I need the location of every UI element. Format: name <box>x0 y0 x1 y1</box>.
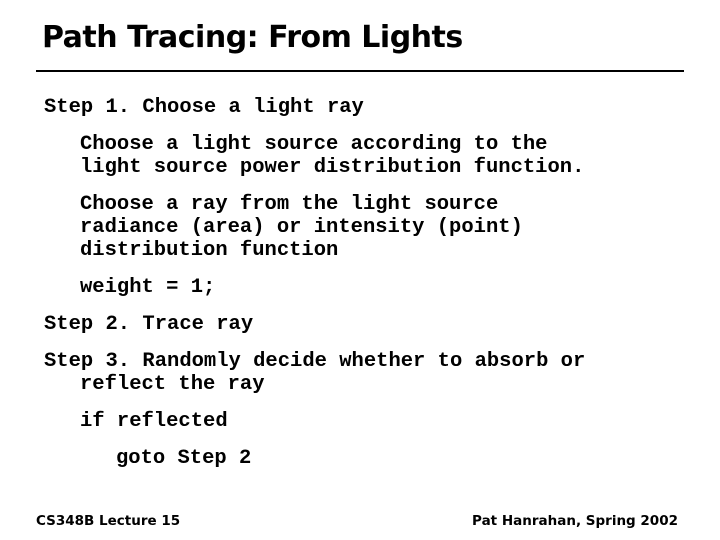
step-1-ray-paragraph <box>44 193 694 262</box>
step-1-weight-line <box>44 276 694 299</box>
title-divider <box>36 70 684 72</box>
step-2-heading-text: Step 2. Trace ray <box>44 313 254 336</box>
step-3-heading-line-1: Step 3. Randomly decide whether to absorb or <box>44 350 586 373</box>
step-1-para-2-line-2: radiance (area) or intensity (point) <box>80 216 523 239</box>
goto-step-2: goto Step 2 <box>116 447 252 470</box>
step-3-if-line <box>44 410 694 433</box>
step-1-para-2-line-1: Choose a ray from the light source <box>80 193 499 216</box>
step-3-heading <box>44 350 694 396</box>
step-3-heading-line-2: reflect the ray <box>80 373 265 396</box>
step-1-light-source-paragraph <box>44 133 694 179</box>
slide-body <box>44 96 694 470</box>
step-3-goto-line <box>44 447 694 470</box>
slide-title: Path Tracing: From Lights <box>42 20 463 55</box>
footer-course-label: CS348B Lecture 15 <box>36 513 181 529</box>
weight-assignment: weight = 1; <box>80 276 216 299</box>
step-1-para-1-line-1: Choose a light source according to the <box>80 133 548 156</box>
step-1-para-2-line-3: distribution function <box>80 239 339 262</box>
step-1-heading <box>44 96 694 119</box>
step-1-heading-text: Step 1. Choose a light ray <box>44 96 364 119</box>
step-2-heading <box>44 313 694 336</box>
if-reflected: if reflected <box>80 410 228 433</box>
step-1-para-1-line-2: light source power distribution function. <box>80 156 585 179</box>
footer-author-label: Pat Hanrahan, Spring 2002 <box>472 513 678 529</box>
